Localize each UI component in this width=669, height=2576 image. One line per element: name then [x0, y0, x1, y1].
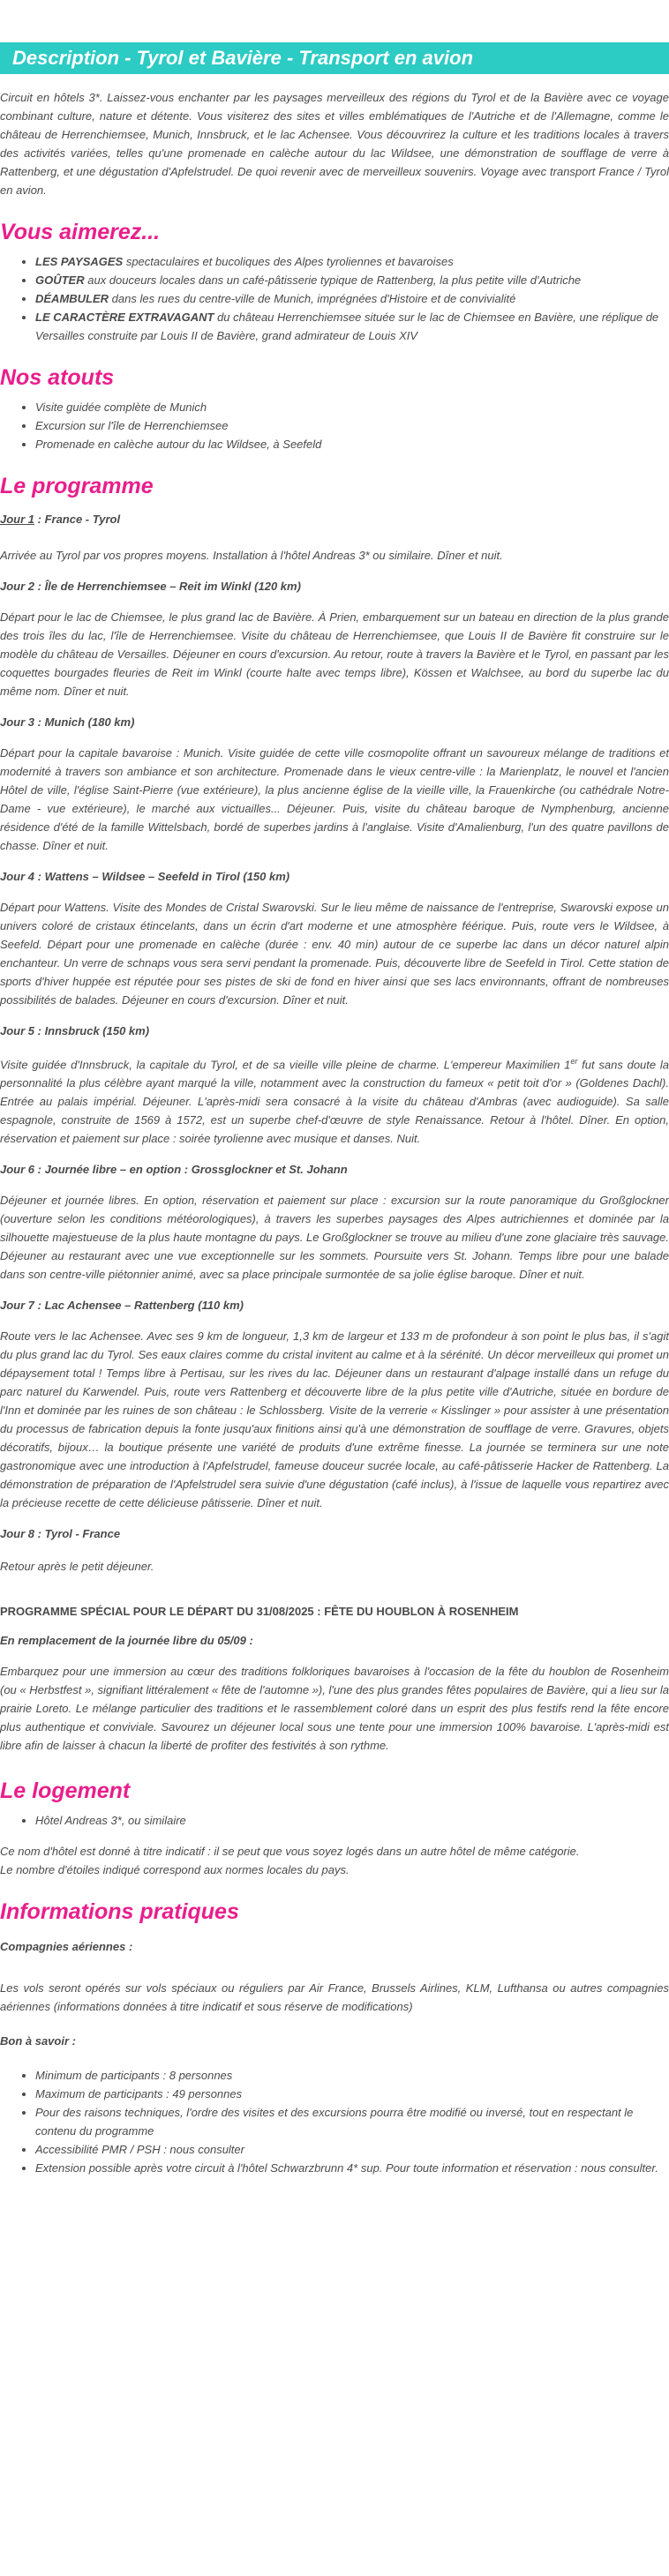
day-5-title: Jour 5 : Innsbruck (150 km) — [0, 1024, 150, 1037]
nos-atouts-list — [0, 398, 669, 453]
list-item: • GOÛTER aux douceurs locales dans un café-pâtisserie typique de Rattenberg, la plus petite ville d'Autriche — [35, 271, 669, 289]
day-6-text: Déjeuner et journée libres. En option, réservation et paiement sur place : excursion sur la route panoramique du Großglockner (ouverture selon les conditions météorologiques), à travers les superbes paysages des Alpes autrichiennes et dominée par la silhouette majestueuse de la plus haute montagne du pays. Le Großglockner se trouve au milieu d'une zone glaciaire très sauvage. Déjeuner au restaurant avec une vue exceptionnelle sur les sommets. Poursuite vers St. Johann. Temps libre pour une balade dans son centre-ville piétonnier animé, avec sa place principale surmontée de sa jolie église baroque. Dîner et nuit. — [0, 1194, 669, 1282]
day-8-text: Retour après le petit déjeuner. — [0, 1560, 154, 1574]
day-2-text: Départ pour le lac de Chiemsee, le plus grand lac de Bavière. À Prien, embarquement sur un bateau en direction de la plus grande des trois îles du lac, l'île de Herrenchiemsee. Visite du château de Herrenchiemsee, que Louis II de Bavière fit construire sur le modèle du château de Versailles. Déjeuner en cours d'excursion. Au retour, route à travers la Bavière et le Tyrol, en passant par les coquettes bourgades fleuries de Reit im Winkl (courte halte avec temps libre), Kössen et Walchsee, au bord du superbe lac du même nom. Dîner et nuit. — [0, 610, 669, 698]
day-6-title: Jour 6 : Journée libre – en option : Grossglockner et St. Johann — [0, 1163, 348, 1177]
list-item: • Accessibilité PMR / PSH : nous consulter — [35, 2140, 669, 2159]
day-5-text: Visite guidée d'Innsbruck, la capitale du Tyrol, et de sa vieille ville pleine de charme. L'empereur Maximilien 1er fut sans doute la personnalité la plus célèbre ayant marqué la ville, notamment avec la construction du fameux « petit toit d'or » (Goldenes Dachl). Entrée au palais impérial. Déjeuner. L'après-midi sera consacré à la visite du château d'Ambras (avec audioguide). Sa salle espagnole, construite de 1569 à 1572, est un superbe chef-d'œuvre de style Renaissance. Retour à l'hôtel. Dîner. En option, réservation et paiement sur place : soirée tyrolienne avec musique et danses. Nuit. — [0, 1057, 669, 1146]
day-7-title: Jour 7 : Lac Achensee – Rattenberg (110 km) — [0, 1299, 244, 1313]
vous-aimerez-heading: Vous aimerez... — [0, 220, 161, 244]
list-item: • Visite guidée complète de Munich — [35, 398, 669, 416]
list-item: • DÉAMBULER dans les rues du centre-ville de Munich, imprégnées d'Histoire et de convivialité — [35, 289, 669, 308]
list-item: • Maximum de participants : 49 personnes — [35, 2085, 669, 2103]
day-3-text: Départ pour la capitale bavaroise : Munich. Visite guidée de cette ville cosmopolite offrant un savoureux mélange de traditions et modernité à travers son ambiance et son architecture. Promenade dans le vieux centre-ville : la Marienplatz, le nouvel et l'ancien Hôtel de ville, l'église Saint-Pierre (vue extérieure), la plus ancienne église de la vieille ville, la Frauenkirche (ou cathédrale Notre-Dame - vue extérieure), le marché aux victuailles... Déjeuner. Puis, visite du château baroque de Nymphenburg, ancienne résidence d'été de la famille Wittelsbach, bordé de superbes jardins à l'anglaise. Visite d'Amalienburg, l'un des quatre pavillons de chasse. Dîner et nuit. — [0, 746, 669, 852]
vous-aimerez-list — [0, 252, 669, 345]
logement-list — [0, 1811, 669, 1830]
page-title: Description - Tyrol et Bavière - Transport en avion — [12, 47, 474, 69]
day-2-title: Jour 2 : Île de Herrenchiemsee – Reit im Winkl (120 km) — [0, 580, 301, 593]
special-programme-title: PROGRAMME SPÉCIAL POUR LE DÉPART DU 31/08/2025 : FÊTE DU HOUBLON À ROSENHEIM — [0, 1605, 519, 1619]
list-item: • Hôtel Andreas 3*, ou similaire — [35, 1811, 669, 1830]
companies-text: Les vols seront opérés sur vols spéciaux ou réguliers par Air France, Brussels Airlines, KLM, Lufthansa ou autres compagnies aériennes (informations données à titre indicatif et sous réserve de modifications) — [0, 1981, 669, 2014]
logement-note: Ce nom d'hôtel est donné à titre indicatif : il se peut que vous soyez logés dans un autre hôtel de même catégorie. — [0, 1845, 580, 1859]
list-item: • Extension possible après votre circuit à l'hôtel Schwarzbrunn 4* sup. Pour toute information et réservation : nous consulter. — [35, 2159, 669, 2177]
list-item: • Minimum de participants : 8 personnes — [35, 2066, 669, 2085]
list-item: • Promenade en calèche autour du lac Wildsee, à Seefeld — [35, 435, 669, 453]
companies-title: Compagnies aériennes : — [0, 1940, 133, 1954]
special-programme-subtitle: En remplacement de la journée libre du 05/09 : — [0, 1634, 253, 1648]
day-7-text: Route vers le lac Achensee. Avec ses 9 km de longueur, 1,3 km de largeur et 133 m de profondeur à son point le plus bas, il s'agit du plus grand lac du Tyrol. Ses eaux claires comme du cristal invitent au calme et à la sérénité. Un décor merveilleux qui promet un dépaysement total ! Temps libre à Pertisau, sur les rives du lac. Déjeuner dans un restaurant d'alpage installé dans un refuge du parc naturel du Karwendel. Puis, route vers Rattenberg et découverte libre de la plus petite ville d'Autriche, située en bordure de l'Inn et dominée par les ruines de son château : le Schlossberg. Visite de la verrerie « Kisslinger » pour assister à une présentation du processus de fabrication depuis la fonte jusqu'aux finitions ainsi qu'à une démonstration de soufflage de verre. Gravures, objets décoratifs, bijoux… la boutique présente une variété de produits d'une extrême finesse. La journée se terminera sur une note gastronomique avec une introduction à l'Apfelstrudel, fameuse douceur sucrée locale, au café-pâtisserie Hacker de Rattenberg. La démonstration de préparation de l'Apfelstrudel sera suivie d'une dégustation (café inclus), à l'issue de laquelle vous repartirez avec la précieuse recette de cette délicieuse pâtisserie. Dîner et nuit. — [0, 1329, 669, 1510]
day-4-title: Jour 4 : Wattens – Wildsee – Seefeld in Tirol (150 km) — [0, 870, 290, 883]
day-3-title: Jour 3 : Munich (180 km) — [0, 715, 135, 729]
infos-pratiques-heading: Informations pratiques — [0, 1899, 239, 1925]
list-item: • LES PAYSAGES spectaculaires et bucoliques des Alpes tyroliennes et bavaroises — [35, 252, 669, 271]
bon-a-savoir-title: Bon à savoir : — [0, 2034, 76, 2048]
day-4-text: Départ pour Wattens. Visite des Mondes de Cristal Swarovski. Sur le lieu même de naissance de l'entreprise, Swarovski expose un univers coloré de cristaux étincelants, dans un écrin d'art moderne et une atmosphère féérique. Puis, route vers le Wildsee, à Seefeld. Départ pour une promenade en calèche (durée : env. 40 min) autour de ce superbe lac dans un décor naturel alpin enchanteur. Un verre de schnaps vous sera servi pendant la promenade. Puis, découverte libre de Seefeld in Tirol. Cette station de sports d'hiver huppée est réputée pour ses pistes de ski de fond en hiver ainsi que ses lacs environnants, offrant de nombreuses possibilités de balades. Déjeuner en cours d'excursion. Dîner et nuit. — [0, 901, 669, 1007]
logement-note: Le nombre d'étoiles indiqué correspond aux normes locales du pays. — [0, 1863, 350, 1877]
intro-paragraph: Circuit en hôtels 3*. Laissez-vous enchanter par les paysages merveilleux des régions du Tyrol et de la Bavière avec ce voyage combinant culture, nature et détente. Vous visiterez des sites et villes emblématiques de l'Autriche et de l'Allemagne, comme le château de Herrenchiemsee, Munich, Innsbruck, et le lac Achensee. Vous découvrirez la culture et les traditions locales à travers des activités variées, telles qu'une promenade en calèche autour du lac Wildsee, une démonstration de soufflage de verre à Rattenberg, et une dégustation d'Apfelstrudel. De quoi revenir avec de merveilleux souvenirs. Voyage avec transport France / Tyrol en avion. — [0, 91, 669, 197]
day-8-title: Jour 8 : Tyrol - France — [0, 1527, 121, 1541]
programme-heading: Le programme — [0, 474, 154, 498]
nos-atouts-heading: Nos atouts — [0, 365, 115, 390]
description-content — [0, 88, 669, 2177]
list-item: • Pour des raisons techniques, l'ordre des visites et des excursions pourra être modifié ou inversé, tout en respectant le contenu du programme — [35, 2103, 669, 2140]
bon-a-savoir-list — [0, 2066, 669, 2177]
list-item: • LE CARACTÈRE EXTRAVAGANT du château Herrenchiemsee située sur le lac de Chiemsee en Bavière, une réplique de Versailles construite par Louis II de Bavière, grand admirateur de Louis XIV — [35, 308, 669, 345]
list-item: • Excursion sur l'île de Herrenchiemsee — [35, 416, 669, 435]
special-programme-text: Embarquez pour une immersion au cœur des traditions folkloriques bavaroises à l'occasion de la fête du houblon de Rosenheim (ou « Herbstfest », signifiant littéralement « fête de l'automne »), l'une des plus grandes fêtes populaires de Bavière, qui a lieu sur la prairie Loreto. Le mélange particulier des traditions et le rassemblement coloré dans un esprit des plus festifs rend la fête encore plus authentique et conviviale. Savourez un déjeuner local sous une tente pour une immersion 100% bavaroise. L'après-midi est libre afin de laisser à chacun la liberté de profiter des festivités à son rythme. — [0, 1665, 669, 1753]
title-banner — [0, 42, 669, 74]
logement-heading: Le logement — [0, 1778, 131, 1804]
day-1-title: Jour 1 : France - Tyrol — [0, 513, 121, 526]
day-1-text: Arrivée au Tyrol par vos propres moyens. Installation à l'hôtel Andreas 3* ou similaire. Dîner et nuit. — [0, 549, 503, 562]
